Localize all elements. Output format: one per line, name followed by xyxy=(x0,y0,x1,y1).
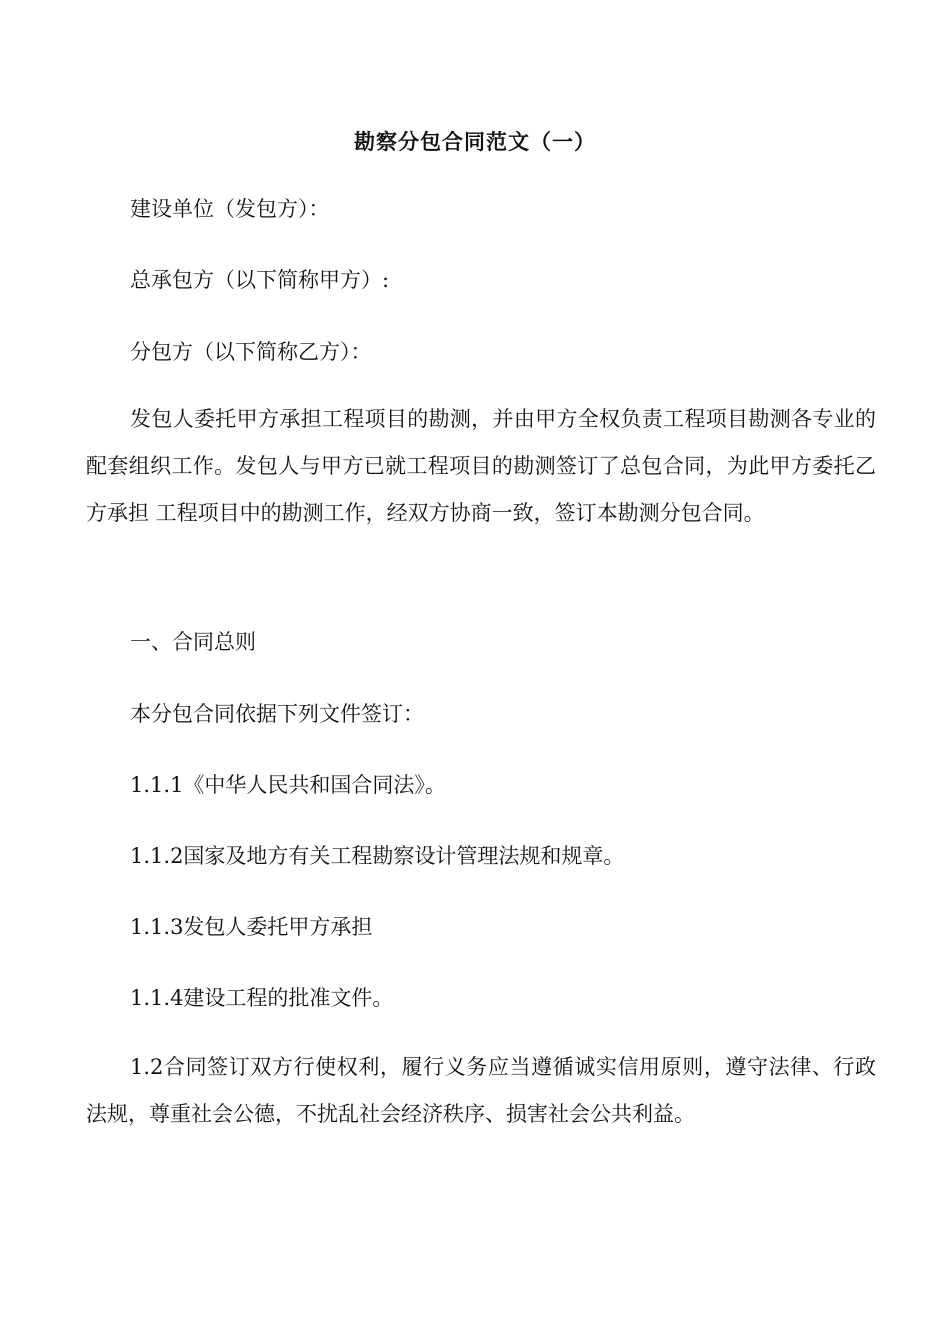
paragraph-preamble: 发包人委托甲方承担工程项目的勘测，并由甲方全权负责工程项目勘测各专业的配套组织工作。发包人与甲方已就工程项目的勘测签订了总包合同，为此甲方委托乙方承担 工程项目中的勘测工作，经双方协商一致，签订本勘测分包合同。 xyxy=(86,407,876,525)
document-title: 勘察分包合同范文（一） xyxy=(354,129,596,154)
paragraph-employer: 建设单位（发包方）： xyxy=(130,197,330,221)
clause-1-1-4: 1.1.4建设工程的批准文件。 xyxy=(130,986,394,1010)
paragraph-basis: 本分包合同依据下列文件签订： xyxy=(130,702,424,726)
clause-1-1-3: 1.1.3发包人委托甲方承担 xyxy=(130,915,373,939)
clause-1-1-1: 1.1.1《中华人民共和国合同法》。 xyxy=(130,773,446,797)
paragraph-general-contractor: 总承包方（以下简称甲方）: xyxy=(130,268,390,292)
clause-1-1-2: 1.1.2国家及地方有关工程勘察设计管理法规和规章。 xyxy=(130,844,625,868)
clause-1-2: 1.2合同签订双方行使权利，履行义务应当遵循诚实信用原则，遵守法律、行政法规，尊重社会公德，不扰乱社会经济秩序、损害社会公共利益。 xyxy=(86,1055,876,1126)
section-heading-general: 一、合同总则 xyxy=(130,630,256,654)
paragraph-subcontractor: 分包方（以下简称乙方）： xyxy=(130,340,372,364)
